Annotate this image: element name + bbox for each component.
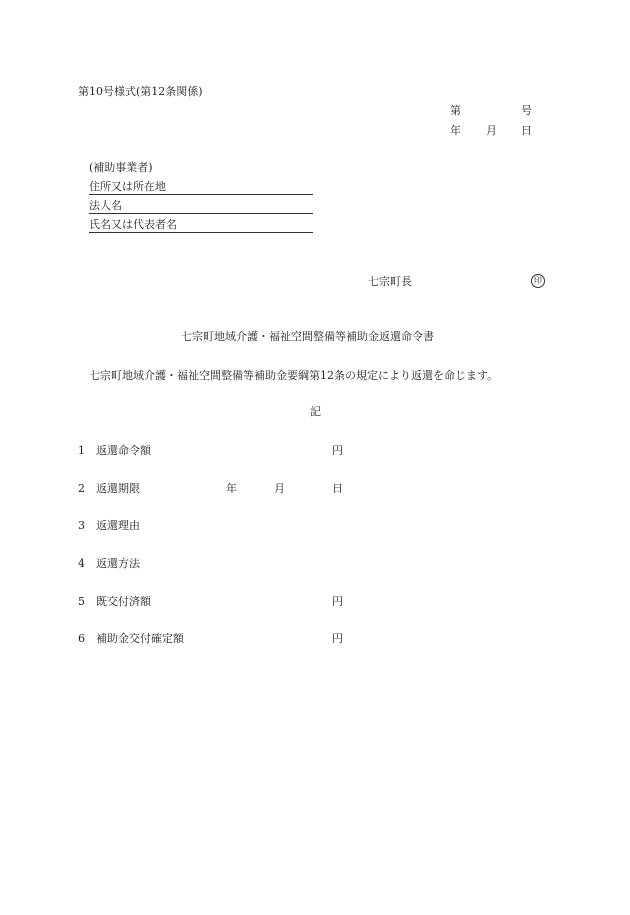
- form-number: 第10号様式(第12条関係): [78, 85, 203, 98]
- representative-underline: [89, 232, 313, 233]
- address-underline: [89, 194, 313, 195]
- date-month: 月: [486, 124, 497, 137]
- item-unit-yen: 円: [332, 632, 343, 645]
- item-number: 2: [78, 482, 85, 495]
- item-label-refund-method: 返還方法: [96, 557, 140, 570]
- item-label-refund-deadline: 返還期限: [96, 482, 140, 495]
- corp-name-label: 法人名: [89, 199, 122, 212]
- doc-number-dai: 第: [450, 104, 461, 117]
- item-label-refund-amount: 返還命令額: [96, 444, 151, 457]
- seal-mark: 印: [531, 274, 545, 288]
- item-number: 4: [78, 557, 85, 570]
- address-label: 住所又は所在地: [89, 180, 166, 193]
- corp-name-underline: [89, 213, 313, 214]
- representative-label: 氏名又は代表者名: [89, 218, 177, 231]
- ki-label: 記: [310, 405, 321, 418]
- deadline-day: 日: [332, 482, 343, 495]
- item-unit-yen: 円: [332, 595, 343, 608]
- date-day: 日: [521, 124, 532, 137]
- deadline-month: 月: [274, 482, 285, 495]
- item-label-confirmed-amount: 補助金交付確定額: [96, 632, 184, 645]
- body-text: 七宗町地域介護・福祉空間整備等補助金要綱第12条の規定により返還を命じます。: [89, 369, 499, 382]
- item-number: 5: [78, 595, 85, 608]
- item-label-refund-reason: 返還理由: [96, 519, 140, 532]
- document-title: 七宗町地域介護・福祉空間整備等補助金返還命令書: [181, 330, 434, 343]
- item-number: 3: [78, 519, 85, 532]
- item-number: 6: [78, 632, 85, 645]
- recipient-heading: (補助事業者): [89, 161, 153, 174]
- item-label-paid-amount: 既交付済額: [96, 595, 151, 608]
- item-unit-yen: 円: [332, 444, 343, 457]
- doc-number-go: 号: [521, 104, 532, 117]
- item-number: 1: [78, 444, 85, 457]
- issuer-title: 七宗町長: [368, 275, 412, 288]
- date-year: 年: [450, 124, 461, 137]
- deadline-year: 年: [226, 482, 237, 495]
